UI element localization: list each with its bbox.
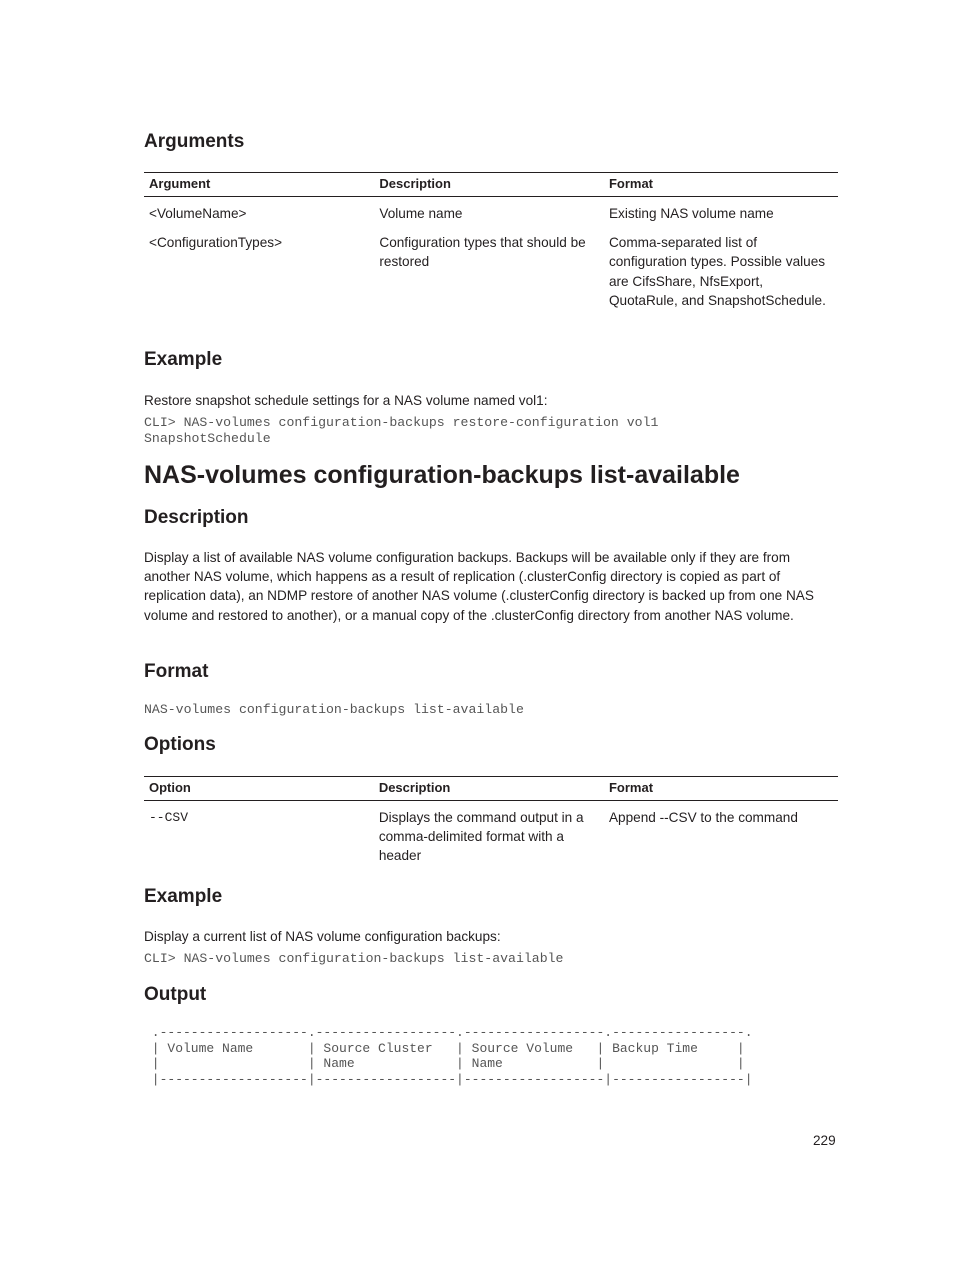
column-header: Format: [604, 777, 838, 801]
column-header: Format: [604, 173, 838, 197]
example-code: CLI> NAS-volumes configuration-backups list-available: [144, 951, 564, 966]
table-header-row: [144, 777, 838, 801]
format-heading: Format: [144, 661, 209, 682]
table-row: [144, 226, 838, 313]
example-heading: Example: [144, 886, 223, 907]
output-code: .-------------------.------------------.------------------.-----------------. | Volume Name | Source Cluster | Source Volume | Backup Time | | | Name | Name | | |-------------------|------------------|------------------|-----------------|: [151, 1025, 753, 1087]
description-heading: Description: [144, 507, 249, 528]
example-heading: Example: [144, 349, 223, 370]
column-header: Description: [374, 777, 604, 801]
table-cell: Displays the command output in a comma-delimited format with a header: [378, 810, 584, 864]
table-cell: Existing NAS volume name: [608, 206, 774, 221]
table-cell: Append --CSV to the command: [608, 810, 798, 825]
options-table: [144, 776, 838, 869]
page-number: 229: [813, 1133, 836, 1148]
table-cell: Comma-separated list of configuration types. Possible values are CifsShare, NfsExport, QuotaRule, and SnapshotSchedule.: [608, 235, 826, 308]
column-header: Option: [144, 777, 374, 801]
example-text: Display a current list of NAS volume configuration backups:: [144, 929, 501, 944]
example-code: CLI> NAS-volumes configuration-backups restore-configuration vol1 SnapshotSchedule: [144, 415, 659, 446]
format-code: NAS-volumes configuration-backups list-available: [144, 702, 524, 717]
output-heading: Output: [144, 984, 207, 1005]
table-row: [144, 801, 838, 869]
column-header: Argument: [144, 173, 374, 197]
arguments-table: [144, 172, 838, 313]
arguments-heading: Arguments: [144, 131, 245, 152]
section-title: NAS-volumes configuration-backups list-available: [144, 461, 740, 489]
options-heading: Options: [144, 734, 216, 755]
example-text: Restore snapshot schedule settings for a NAS volume named vol1:: [144, 393, 548, 408]
table-cell: Volume name: [379, 206, 463, 221]
table-cell: <ConfigurationTypes>: [149, 235, 283, 251]
table-cell: <VolumeName>: [149, 206, 247, 221]
table-header-row: [144, 173, 838, 197]
column-header: Description: [374, 173, 604, 197]
description-text: Display a list of available NAS volume configuration backups. Backups will be available only if they are from another NAS volume, which happens as a result of replication (.clusterConfig directory is copied as part of replication data), an NDMP restore of another NAS volume (.clusterConfig directory is backed up from one NAS volume and restored to another), or a manual copy of the .clusterConfig directory from another NAS volume.: [144, 550, 814, 623]
table-cell: Configuration types that should be restored: [379, 235, 586, 270]
table-cell: --CSV: [149, 810, 189, 825]
table-row: [144, 197, 838, 227]
